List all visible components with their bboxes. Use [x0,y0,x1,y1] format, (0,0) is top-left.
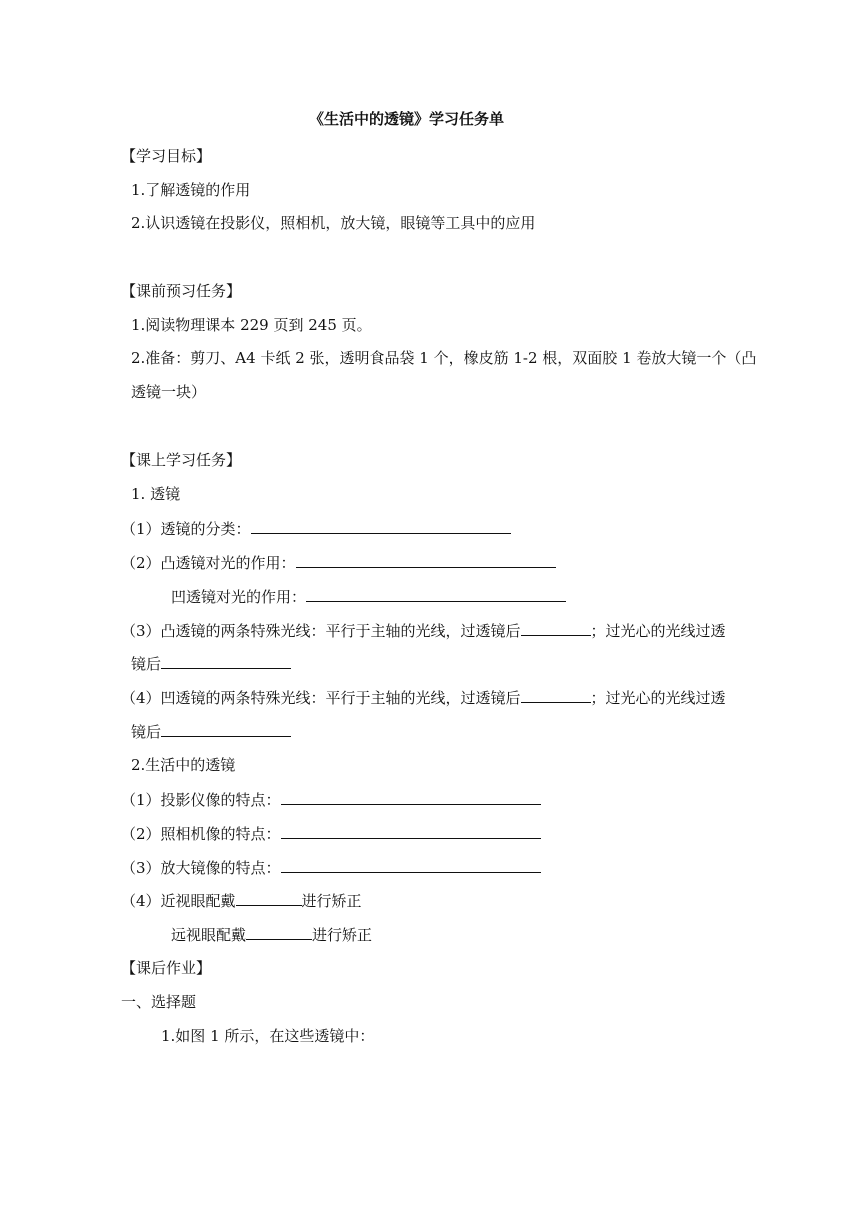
answer-blank[interactable] [251,518,511,534]
question-convex-rays [121,620,726,641]
question-text: ；过光心的光线过透 [590,622,726,640]
question-text: 凹透镜对光的作用： [171,588,307,606]
answer-blank[interactable] [296,552,556,568]
answer-blank[interactable] [521,620,591,636]
question-text: （3）凸透镜的两条特殊光线：平行于主轴的光线，过透镜后 [121,622,521,640]
question-text: （2）照相机像的特点： [121,825,281,843]
question-text: （3）放大镜像的特点： [121,859,281,877]
class-heading: 【课上学习任务】 [121,451,242,469]
preview-item-2-line-1: 2.准备：剪刀、A4 卡纸 2 张，透明食品袋 1 个，橡皮筋 1-2 根，双面胶 1 卷放大镜一个（凸 [131,349,757,367]
question-text: 进行矫正 [312,926,373,944]
question-text: （1）透镜的分类： [121,520,251,538]
homework-section: 一、选择题 [121,993,197,1011]
question-text: （4）近视眼配戴 [121,892,236,910]
question-concave-rays [121,687,726,708]
page-title: 《生活中的透镜》学习任务单 [309,110,505,128]
goal-item-2: 2.认识透镜在投影仪，照相机，放大镜，眼镜等工具中的应用 [131,214,536,232]
preview-item-2-line-2: 透镜一块） [131,383,207,401]
question-convex-effect [121,552,556,573]
question-text: ；过光心的光线过透 [590,689,726,707]
question-myopia [121,890,362,911]
question-text: （2）凸透镜对光的作用： [121,554,296,572]
answer-blank[interactable] [161,653,291,669]
question-text: （1）投影仪像的特点： [121,791,281,809]
question-text: 镜后 [131,723,162,741]
question-projector [121,789,541,810]
answer-blank[interactable] [281,823,541,839]
question-text: 远视眼配戴 [171,926,247,944]
question-concave-rays-cont [131,721,291,742]
question-camera [121,823,541,844]
question-hyperopia [171,924,372,945]
preview-item-1: 1.阅读物理课本 229 页到 245 页。 [131,316,372,334]
goal-item-1: 1.了解透镜的作用 [131,181,251,199]
question-magnifier [121,857,541,878]
homework-question-1: 1.如图 1 所示，在这些透镜中： [161,1027,375,1045]
question-lens-types [121,518,511,539]
answer-blank[interactable] [306,586,566,602]
answer-blank[interactable] [236,890,302,906]
homework-heading: 【课后作业】 [121,959,212,977]
section-lens: 1. 透镜 [131,485,181,503]
section-lens-in-life: 2.生活中的透镜 [131,756,236,774]
answer-blank[interactable] [521,687,591,703]
preview-heading: 【课前预习任务】 [121,282,242,300]
question-concave-effect [171,586,566,607]
question-text: 镜后 [131,655,162,673]
question-text: （4）凹透镜的两条特殊光线：平行于主轴的光线，过透镜后 [121,689,521,707]
question-text: 进行矫正 [301,892,362,910]
answer-blank[interactable] [161,721,291,737]
answer-blank[interactable] [281,789,541,805]
goals-heading: 【学习目标】 [121,147,212,165]
answer-blank[interactable] [281,857,541,873]
answer-blank[interactable] [246,924,312,940]
question-convex-rays-cont [131,653,291,674]
